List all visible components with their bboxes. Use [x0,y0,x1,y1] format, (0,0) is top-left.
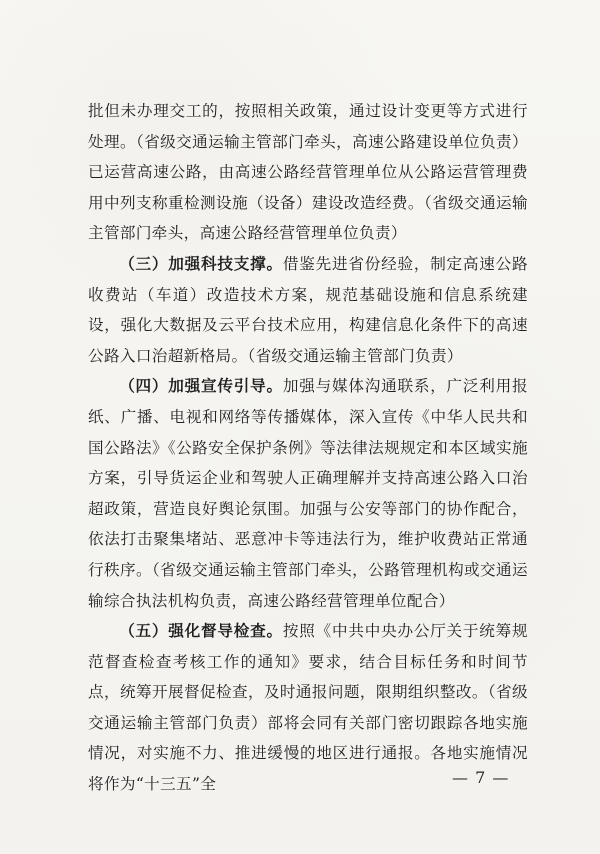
section-3-paragraph [88,249,528,371]
section-3-text: 借鉴先进省份经验，制定高速公路收费站（车道）改造技术方案，规范基础设施和信息系统建设，强化大数据及云平台技术应用，构建信息化条件下的高速公路入口治超新格局。（省级交通运输主管部门负责） [88,254,528,365]
paragraph-continuation: 批但未办理交工的，按照相关政策，通过设计变更等方式进行处理。（省级交通运输主管部门牵头，高速公路建设单位负责）已运营高速公路，由高速公路经营管理单位从公路运营管理费用中列支称重检测设施（设备）建设改造经费。（省级交通运输主管部门牵头，高速公路经营管理单位负责） [88,102,528,243]
section-4-text: 加强与媒体沟通联系，广泛利用报纸、广播、电视和网络等传播媒体，深入宣传《中华人民共和国公路法》《公路安全保护条例》等法律法规规定和本区域实施方案，引导货运企业和驾驶人正确理解并支持高速公路入口治超政策，营造良好舆论氛围。加强与公安等部门的协作配合，依法打击聚集堵站、恶意冲卡等违法行为，维护收费站正常通行秩序。（省级交通运输主管部门牵头，公路管理机构或交通运输综合执法机构负责，高速公路经营管理单位配合） [88,377,528,610]
section-4-paragraph [88,371,528,616]
section-3-heading: （三）加强科技支撑。 [119,253,283,273]
section-4-heading: （四）加强宣传引导。 [119,376,283,396]
section-5-heading: （五）强化督导检查。 [119,621,283,641]
section-5-text: 按照《中共中央办公厅关于统筹规范督查检查考核工作的通知》要求，结合目标任务和时间节点，统筹开展督促检查，及时通报问题，限期组织整改。（省级交通运输主管部门负责）部将会同有关部门密切跟踪各地实施情况，对实施不力、推进缓慢的地区进行通报。各地实施情况将作为“十三五”全 [88,622,528,794]
document-body [88,96,528,800]
page-number: — 7 — [452,768,510,787]
